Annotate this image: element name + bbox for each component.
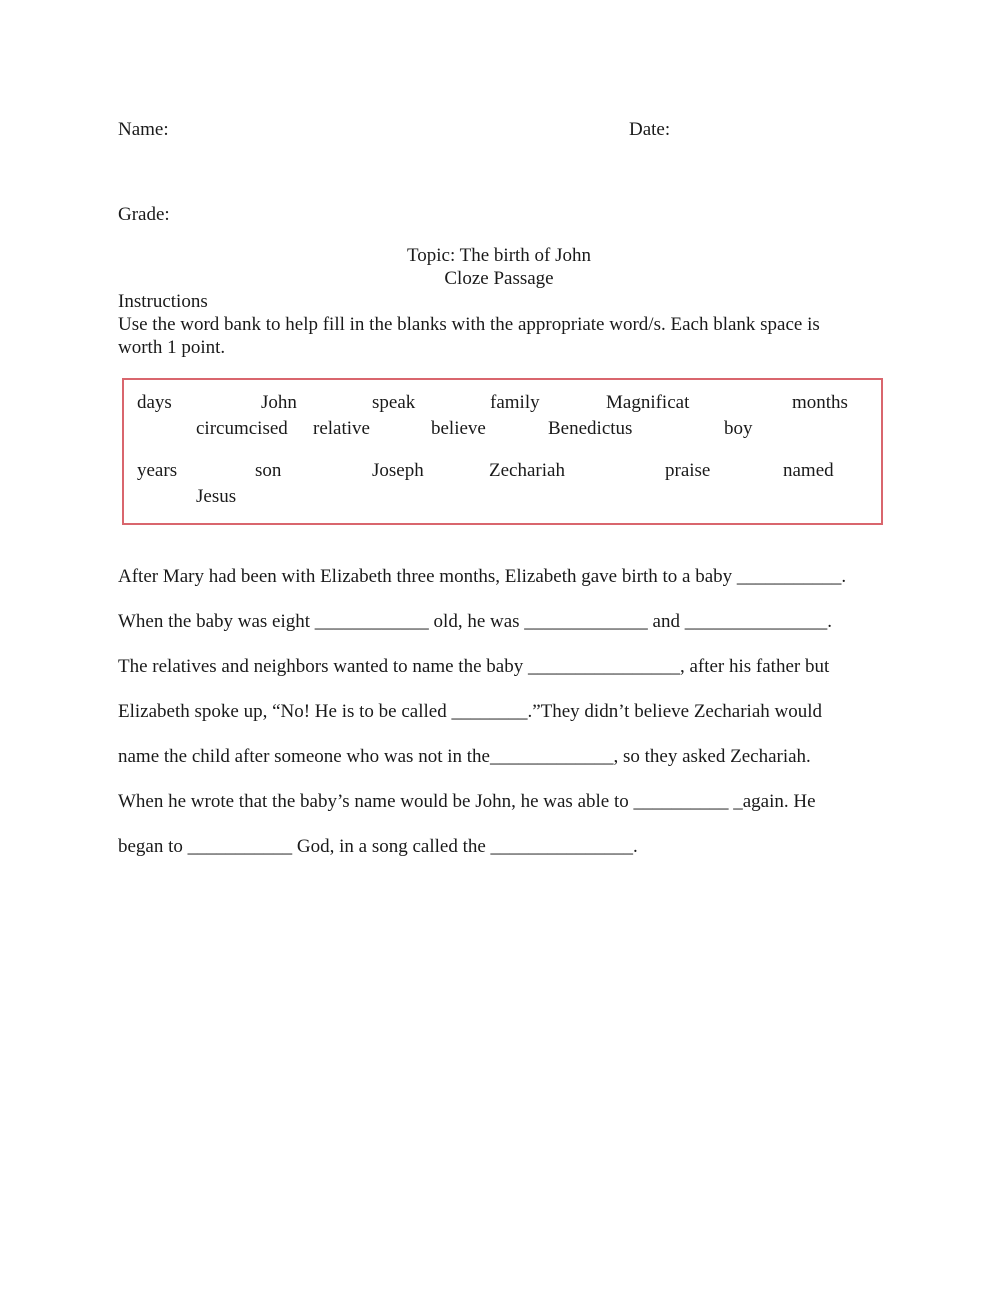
- word-bank-word: boy: [724, 418, 753, 439]
- word-bank-word: praise: [665, 460, 711, 481]
- word-bank: [122, 378, 883, 525]
- instructions-line-2: worth 1 point.: [118, 337, 226, 358]
- instructions-heading: Instructions: [118, 291, 208, 312]
- grade-label: Grade:: [118, 204, 170, 225]
- word-bank-word: days: [137, 392, 172, 413]
- word-bank-word: relative: [313, 418, 370, 439]
- word-bank-word: speak: [372, 392, 416, 413]
- name-label: Name:: [118, 119, 169, 140]
- word-bank-word: son: [255, 460, 282, 481]
- word-bank-word: family: [490, 392, 540, 413]
- passage-line: began to ___________ God, in a song called the _______________.: [118, 836, 638, 857]
- word-bank-word: years: [137, 460, 178, 481]
- instructions-line-1: Use the word bank to help fill in the blanks with the appropriate word/s. Each blank space is: [118, 314, 820, 335]
- word-bank-word: circumcised: [196, 418, 288, 439]
- word-bank-word: named: [783, 460, 834, 481]
- date-label: Date:: [629, 119, 671, 140]
- word-bank-word: Zechariah: [489, 460, 565, 481]
- topic-title: Topic: The birth of John: [406, 245, 592, 266]
- word-bank-word: Benedictus: [548, 418, 633, 439]
- word-bank-word: Magnificat: [606, 392, 690, 413]
- passage-line: When the baby was eight ____________ old, he was _____________ and _______________.: [118, 611, 832, 632]
- word-bank-word: months: [792, 392, 848, 413]
- passage-subtitle: Cloze Passage: [444, 268, 554, 289]
- word-bank-word: Jesus: [196, 486, 237, 507]
- passage-line: The relatives and neighbors wanted to name the baby ________________, after his father but: [118, 656, 830, 677]
- passage-line: When he wrote that the baby’s name would be John, he was able to __________ _again. He: [118, 791, 816, 812]
- word-bank-word: Joseph: [372, 460, 424, 481]
- word-bank-word: John: [261, 392, 297, 413]
- passage-line: Elizabeth spoke up, “No! He is to be called ________.”They didn’t believe Zechariah would: [118, 701, 823, 722]
- passage-line: After Mary had been with Elizabeth three months, Elizabeth gave birth to a baby ___________.: [118, 566, 847, 587]
- word-bank-word: believe: [431, 418, 486, 439]
- passage-line: name the child after someone who was not in the_____________, so they asked Zechariah.: [118, 746, 811, 767]
